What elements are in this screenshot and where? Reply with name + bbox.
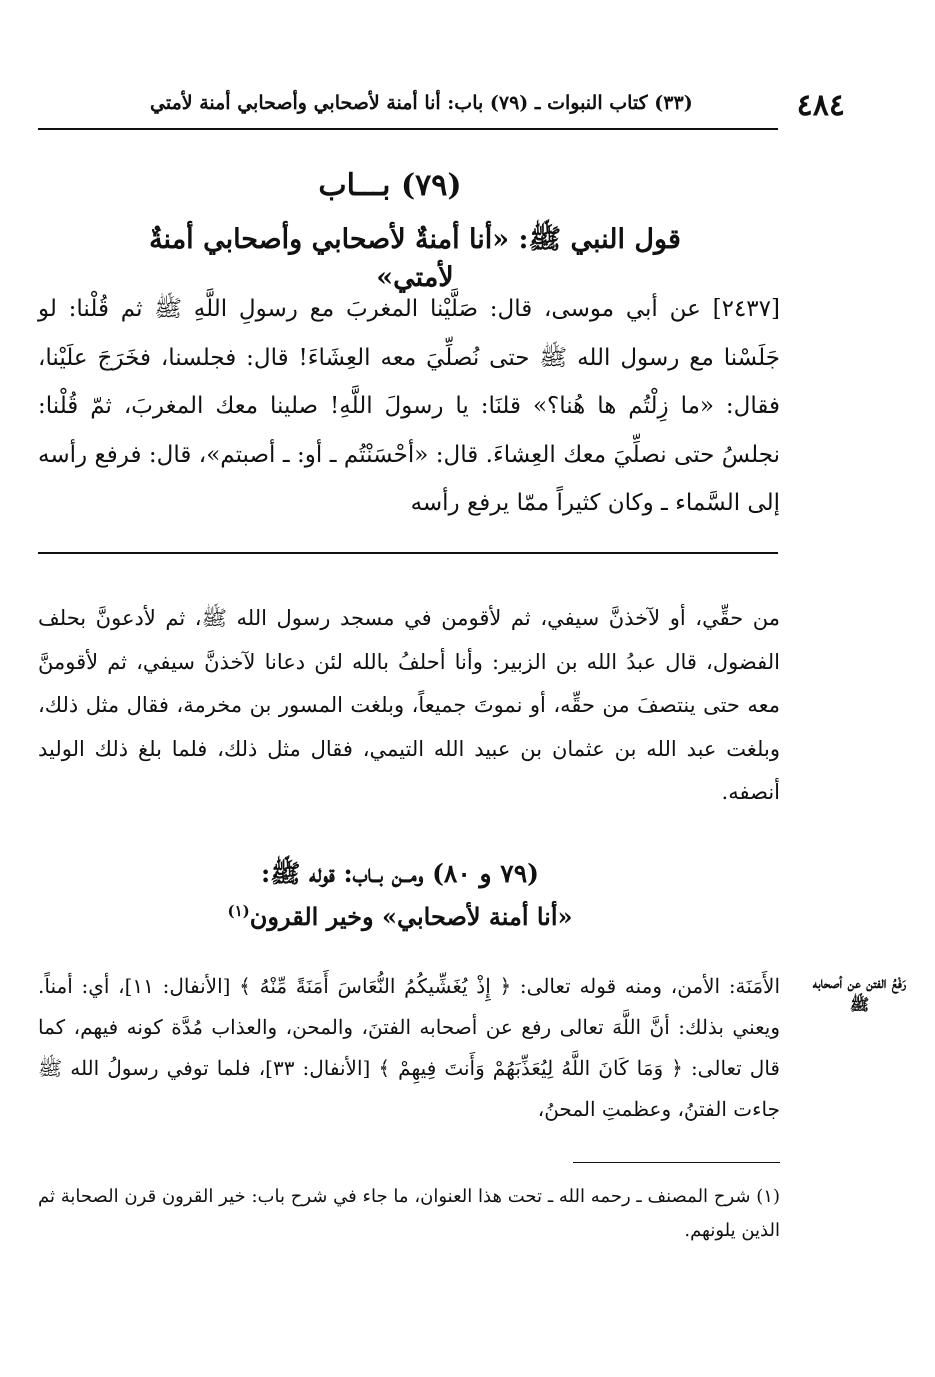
header-divider: [38, 128, 778, 130]
footnote-marker: (١): [227, 902, 250, 920]
sub-chapter-title: (٧٩ و ٨٠) ومــن بــاب: قوله ﷺ:: [261, 859, 539, 888]
footnote: (١) شرح المصنف ـ رحمه الله ـ تحت هذا العنوان، ما جاء في شرح باب: خير القرون قرن الصحابة ثم الذين يلونهم.: [38, 1186, 780, 1241]
commentary-paragraph: من حقِّي، أو لآخذنَّ سيفي، ثم لأقومن في مسجد رسول الله ﷺ، ثم لأدعونَّ بحلف الفضول، قال عبدُ الله بن الزبير: وأنا أحلفُ بالله لئن دعانا لآخذنَّ سيفي، ثم لأقومنَّ معه حتى ينتصفَ من حقِّه، أو نموتَ جميعاً، وبلغت المسور بن مخرمة، فقال مثل ذلك، وبلغت عبد الله بن عثمان بن عبيد الله التيمي، فقال مثل ذلك، فلما بلغ ذلك الوليد أنصفه.: [38, 606, 780, 804]
sub-chapter-subtitle: [200, 902, 600, 931]
page-number: ٤٨٤: [796, 88, 845, 123]
sub-chapter-subtitle-text: «أنا أمنة لأصحابي» وخير القرون: [249, 902, 573, 931]
section-divider: [38, 552, 778, 554]
chapter-title: (٧٩) بـــاب: [318, 168, 462, 203]
running-header: (٣٣) كتاب النبوات ـ (٧٩) باب: أنا أمنة لأصحابي وأصحابي أمنة لأمتي: [150, 92, 693, 114]
hadith-text: [٢٤٣٧] عن أبي موسى، قال: صَلَّيْنا المغربَ مع رسولِ اللَّهِ ﷺ ثم قُلْنا: لو جَلَسْنا مع رسول الله ﷺ حتى نُصلِّيَ معه العِشَاءَ! قال: فجلسنا، فخَرَجَ علَيْنا، فقال: «ما زِلْتُم ها هُنا؟» قلنَا: يا رسولَ اللَّهِ! صلينا معك المغربَ، ثمّ قُلْنا: نجلسُ حتى نصلِّيَ معك العِشاءَ. قال: «أحْسَنْتُم ـ أو: ـ أصبتم»، قال: فرفع رأسه إلى السَّماء ـ وكان كثيراً ممّا يرفع رأسه: [38, 296, 780, 516]
chapter-subtitle: قول النبي ﷺ: «أنا أمنةٌ لأصحابي وأصحابي أمنةٌ لأمتي»: [149, 224, 681, 293]
explanation-paragraph: الأَمَنَة: الأمن، ومنه قوله تعالى: ﴿ إِذْ يُغَشِّيكُمُ النُّعَاسَ أَمَنَةً مِّنْهُ ﴾ [الأنفال: ١١]، أي: أمناً. ويعني بذلك: أنَّ اللَّهَ تعالى رفع عن أصحابه الفتنَ، والمحن، والعذاب مُدَّة كونه فيهم، كما قال تعالى: ﴿ وَمَا كَانَ اللَّهُ لِيُعَذِّبَهُمْ وَأَنتَ فِيهِمْ ﴾ [الأنفال: ٣٣]، فلما توفي رسولُ الله ﷺ جاءت الفتنُ، وعظمتِ المحنُ،: [38, 974, 780, 1121]
footnote-divider: [573, 1162, 780, 1163]
margin-note: رَفْعُ الفتن عن أصحابه ﷺ: [812, 973, 907, 1014]
